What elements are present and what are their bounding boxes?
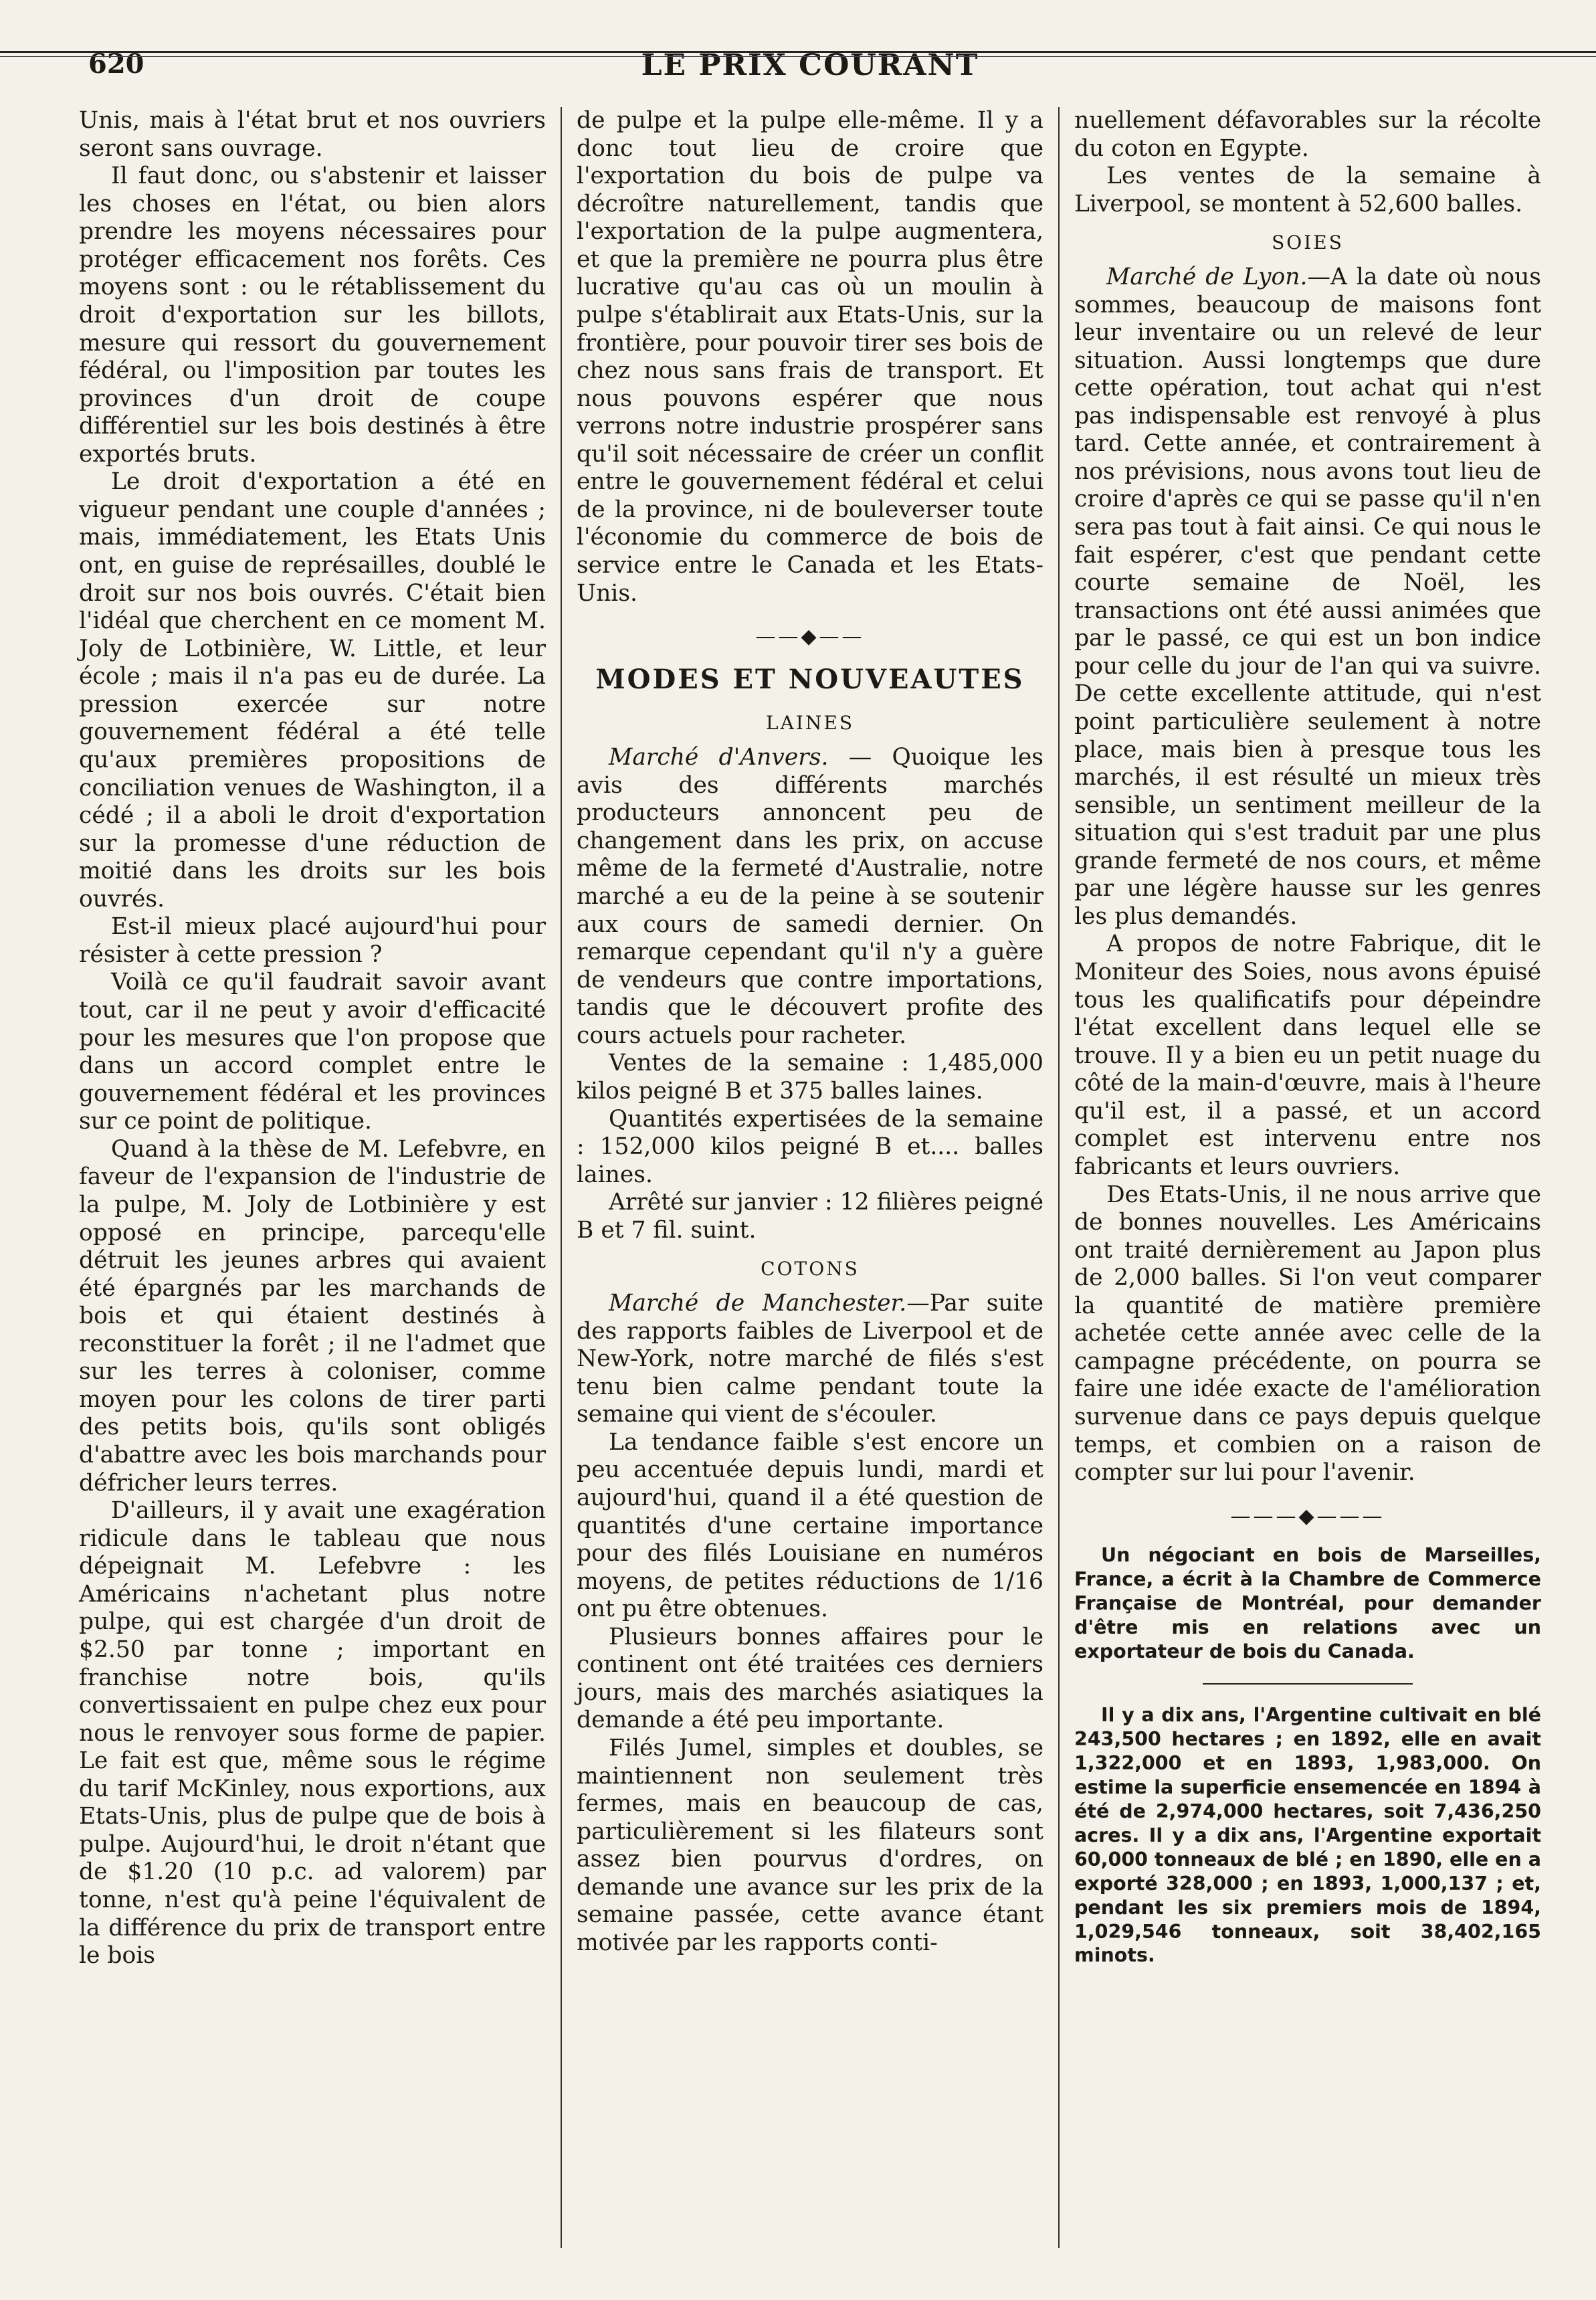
paragraph: Le droit d'exportation a été en vigueur pendant une couple d'années ; mais, immédiatement, les Etats Unis ont, en guise de représailles, doublé le droit sur nos bois ouvrés. C'était bien l'idéal que cherchent en ce moment M. Joly de Lotbinière, W. Little, et leur école ; mais il n'a pas eu de durée. La pression exercée sur notre gouvernement fédéral a été telle qu'aux premières propositions de conciliation venues de Washington, il a cédé ; il a aboli le droit d'exportation sur la promesse d'une réduction de moitié dans les droits sur les bois ouvrés. [79, 468, 546, 913]
market-name: Marché de Lyon. [1106, 263, 1308, 290]
paragraph: Voilà ce qu'il faudrait savoir avant tout, car il ne peut y avoir d'efficacité pour les mesures que l'on propose que dans un accord complet entre le gouvernement fédéral et les provinces sur ce point de politique. [79, 969, 546, 1135]
paragraph [1074, 264, 1541, 931]
paragraph: D'ailleurs, il y avait une exagération ridicule dans le tableau que nous dépeignait M. Lefebvre : les Américains n'achetant plus notre pulpe, qui est chargée d'un droit de $2.50 par tonne ; important en franchise notre bois, qu'ils convertissaient en pulpe chez eux pour nous le renvoyer sous forme de papier. Le fait est que, même sous le régime du tarif McKinley, nous exportions, aux Etats-Unis, plus de pulpe que de bois à pulpe. Aujourd'hui, le droit n'étant que de $1.20 (10 p.c. ad valorem) par tonne, n'est qu'à peine l'équivalent de la différence du prix de transport entre le bois [79, 1497, 546, 1970]
paragraph: Unis, mais à l'état brut et nos ouvriers seront sans ouvrage. [79, 107, 546, 162]
paragraph: Les ventes de la semaine à Liverpool, se montent à 52,600 balles. [1074, 163, 1541, 217]
paragraph-text: —Par suite des rapports faibles de Liverpool et de New-York, notre marché de filés s'est tenu bien calme pendant toute la semaine qui vient de s'écouler. [577, 1290, 1043, 1428]
paragraph: Est-il mieux placé aujourd'hui pour résister à cette pression ? [79, 913, 546, 968]
column-2 [561, 107, 1058, 2248]
paragraph: La tendance faible s'est encore un peu accentuée depuis lundi, mardi et aujourd'hui, quand il a été question de quantités d'une certaine importance pour des filés Louisiane en numéros moyens, de petites réductions de 1/16 ont pu être obtenues. [577, 1428, 1043, 1623]
header-rule-thin [0, 56, 1596, 57]
notice-text: Un négociant en bois de Marseilles, France, a écrit à la Chambre de Commerce Française de Montréal, pour demander d'être mis en relations avec un exportateur de bois du Canada. [1074, 1543, 1541, 1662]
paragraph: A propos de notre Fabrique, dit le Moniteur des Soies, nous avons épuisé tous les qualificatifs pour dépeindre l'état excellent dans lequel elle se trouve. Il y a bien eu un petit nuage du côté de la main-d'œuvre, mais à l'heure qu'il est, il a passé, et un accord complet est intervenu entre nos fabricants et leurs ouvriers. [1074, 931, 1541, 1180]
section-title: MODES ET NOUVEAUTES [595, 664, 1025, 696]
column-3 [1058, 107, 1556, 2248]
cotons-heading: COTONS [761, 1258, 860, 1280]
journal-title: LE PRIX COURANT [641, 48, 979, 82]
notice-text: Il y a dix ans, l'Argentine cultivait en blé 243,500 hectares ; en 1892, elle en avait 1,322,000 et en 1893, 1,983,000. On estime la superficie ensemencée en 1894 à été de 2,974,000 hectares, soit 7,436,250 acres. Il y a dix ans, l'Argentine exportait 60,000 tonneaux de blé ; en 1890, elle en a exporté 328,000 ; en 1893, 1,000,137 ; et, pendant les six premiers mois de 1894, 1,029,546 tonneaux, soit 38,402,165 minots. [1074, 1704, 1541, 1967]
paragraph [577, 1290, 1043, 1429]
page-header [64, 40, 1556, 91]
paragraph: Quand à la thèse de M. Lefebvre, en faveur de l'expansion de l'industrie de la pulpe, M. Joly de Lotbinière y est opposé en principe, parcequ'elle détruit les jeunes arbres qui avaient été épargnés par les marchands de bois et qui étaient destinés à reconstituer la forêt ; il ne l'admet que sur les terres à coloniser, comme moyen pour les colons de tirer parti des petits bois, qu'ils sont obligés d'abattre avec les bois marchands pour défricher leurs terres. [79, 1135, 546, 1497]
header-rule [0, 51, 1596, 53]
ornament-divider: ———◆——— [1230, 1504, 1385, 1528]
paragraph [577, 744, 1043, 1050]
market-name: Marché de Manchester. [609, 1290, 907, 1317]
short-divider [1203, 1683, 1413, 1685]
paragraph: de pulpe et la pulpe elle-même. Il y a donc tout lieu de croire que l'exportation du bois de pulpe va décroître naturellement, tandis que l'exportation de la pulpe augmentera, et que la première ne pourra plus être lucrative qu'au cas où un moulin à pulpe s'établirait aux Etats-Unis, sur la frontière, pour pouvoir tirer ses bois de chez nous sans frais de transport. Et nous pouvons espérer que nous verrons notre industrie prospérer sans qu'il soit nécessaire de créer un conflit entre le gouvernement fédéral et celui de la province, ni de bouleverser toute l'économie du commerce de bois de service entre le Canada et les Etats-Unis. [577, 107, 1043, 607]
article-columns [64, 107, 1556, 2248]
soies-heading: SOIES [1272, 231, 1344, 254]
laines-heading: LAINES [766, 712, 854, 735]
paragraph: Il faut donc, ou s'abstenir et laisser les choses en l'état, ou bien alors prendre les moyens nécessaires pour protéger efficacement nos forêts. Ces moyens sont : ou le rétablissement du droit d'exportation sur les billots, mesure qui ressort du gouvernement fédéral, ou l'imposition par toutes les provinces d'un droit de coupe différentiel sur les bois destinés à être exportés bruts. [79, 163, 546, 468]
notice-negociant [1074, 1543, 1541, 1664]
paragraph-text: —A la date où nous sommes, beaucoup de maisons font leur inventaire ou un relevé de leur situation. Aussi longtemps que dure cette opération, tout achat qui n'est pas indispensable est renvoyé à plus tard. Cette année, et contrairement à nos prévisions, nous avons tout lieu de croire d'après ce qui se passe qu'il n'en sera pas tout à fait ainsi. Ce qui nous le fait espérer, c'est que pendant cette courte semaine de Noël, les transactions ont été aussi animées que par le passé, ce qui est un bon indice pour celle du jour de l'an qui va suivre. De cette excellente attitude, qui n'est point particulière seulement à notre place, mais bien à presque tous les marchés, il est résulté un mieux très sensible, un sentiment meilleur de la situation qui s'est traduit par une plus grande fermeté de nos cours, et même par une légère hausse sur les genres les plus demandés. [1074, 263, 1541, 930]
paragraph: Ventes de la semaine : 1,485,000 kilos peigné B et 375 balles laines. [577, 1050, 1043, 1105]
paragraph: Filés Jumel, simples et doubles, se maintiennent non seulement très fermes, mais en beaucoup de cas, particulièrement si les filateurs sont assez bien pourvus d'ordres, on demande une avance sur les prix de la semaine passée, cette avance étant motivée par les rapports conti- [577, 1735, 1043, 1956]
paragraph: Arrêté sur janvier : 12 filières peigné B et 7 fil. suint. [577, 1189, 1043, 1244]
paragraph: Plusieurs bonnes affaires pour le continent ont été traitées ces derniers jours, mais des marchés asiatiques la demande a été peu importante. [577, 1623, 1043, 1734]
paragraph: nuellement défavorables sur la récolte du coton en Egypte. [1074, 107, 1541, 162]
paragraph: Des Etats-Unis, il ne nous arrive que de bonnes nouvelles. Les Américains ont traité dernièrement au Japon plus de 2,000 balles. Si l'on veut comparer la quantité de matière première achetée cette année avec celle de la campagne précédente, on pourra se faire une idée exacte de l'amélioration survenue dans ce pays depuis quelque temps, et combien on a raison de compter sur lui pour l'avenir. [1074, 1181, 1541, 1487]
paragraph-text: — Quoique les avis des différents marchés producteurs annoncent peu de changement dans les prix, on accuse même de la fermeté d'Australie, notre marché a eu de la peine à se soutenir aux cours de samedi dernier. On remarque cependant qu'il n'y a guère de vendeurs que contre importations, tandis que le découvert profite des cours actuels pour racheter. [577, 744, 1043, 1049]
market-name: Marché d'Anvers. [609, 744, 829, 771]
column-1 [64, 107, 561, 2248]
page-number: 620 [88, 48, 144, 80]
ornament-divider: ——◆—— [755, 625, 865, 649]
notice-argentine [1074, 1703, 1541, 1968]
paragraph: Quantités expertisées de la semaine : 152,000 kilos peigné B et.... balles laines. [577, 1105, 1043, 1188]
